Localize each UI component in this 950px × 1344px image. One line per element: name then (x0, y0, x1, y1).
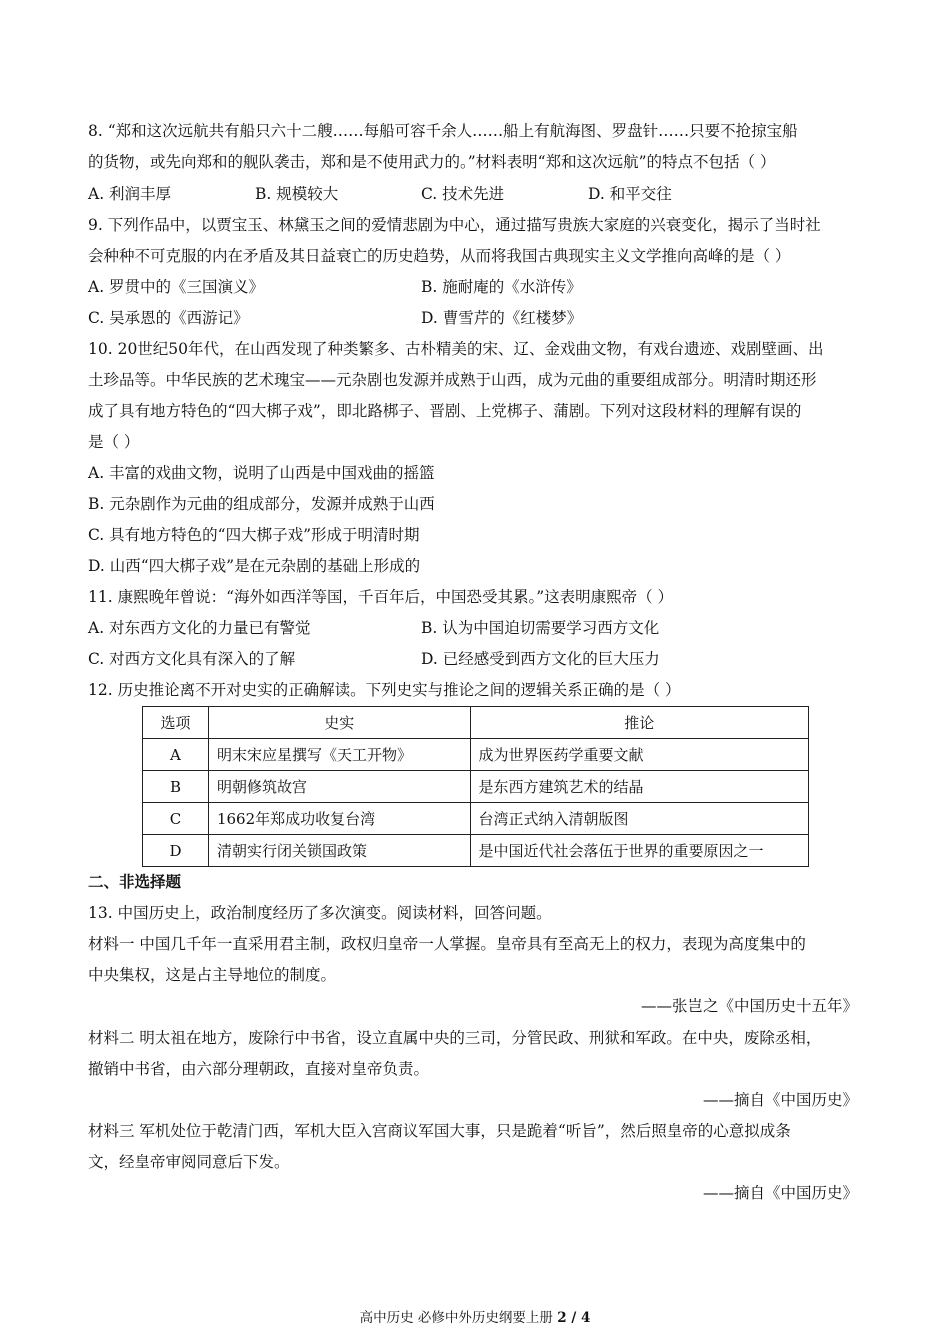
q11-option-c: C. 对西方文化具有深入的了解 (88, 650, 296, 668)
table-cell-inference: 台湾正式纳入清朝版图 (470, 803, 808, 835)
q11-stem: 11. 康熙晚年曾说：“海外如西洋等国，千百年后，中国恐受其累。”这表明康熙帝（ ） (88, 588, 674, 606)
q11-option-d: D. 已经感受到西方文化的巨大压力 (421, 650, 660, 668)
q10-stem-line3: 成了具有地方特色的“四大梆子戏”，即北路梆子、晋剧、上党梆子、蒲剧。下列对这段材料的理解有误的 (88, 402, 802, 420)
table-cell-option: A (143, 739, 209, 771)
table-header-fact: 史实 (208, 707, 470, 739)
q13-material3-line2: 文，经皇帝审阅同意后下发。 (88, 1153, 290, 1171)
q13-material1-source: ——张岂之《中国历史十五年》 (640, 997, 858, 1015)
table-cell-fact: 1662年郑成功收复台湾 (208, 803, 470, 835)
q10-stem-line2: 土珍品等。中华民族的艺术瑰宝——元杂剧也发源并成熟于山西，成为元曲的重要组成部分。明清时期还形 (88, 371, 817, 389)
q13-material2-line2: 撤销中书省，由六部分理朝政，直接对皇帝负责。 (88, 1060, 430, 1078)
table-cell-option: B (143, 771, 209, 803)
q9-option-a: A. 罗贯中的《三国演义》 (88, 278, 265, 296)
footer-text: 高中历史 必修中外历史纲要上册 (359, 1310, 558, 1326)
q11-option-a: A. 对东西方文化的力量已有警觉 (88, 619, 311, 637)
q8-option-c: C. 技术先进 (421, 185, 505, 203)
table-cell-inference: 是东西方建筑艺术的结晶 (470, 771, 808, 803)
section-title: 二、非选择题 (88, 872, 182, 891)
table-cell-option: C (143, 803, 209, 835)
q13-material1-line2: 中央集权，这是占主导地位的制度。 (88, 966, 337, 984)
q10-option-b: B. 元杂剧作为元曲的组成部分，发源并成熟于山西 (88, 495, 435, 513)
table-header-option: 选项 (143, 707, 209, 739)
table-cell-inference: 是中国近代社会落伍于世界的重要原因之一 (470, 835, 808, 867)
q10-option-c: C. 具有地方特色的“四大梆子戏”形成于明清时期 (88, 526, 420, 544)
q13-material2-source: ——摘自《中国历史》 (702, 1091, 858, 1109)
q11-option-b: B. 认为中国迫切需要学习西方文化 (421, 619, 660, 637)
q9-stem-line2: 会种种不可克服的内在矛盾及其日益衰亡的历史趋势，从而将我国古典现实主义文学推向高峰的是（ ） (88, 247, 791, 265)
table-cell-fact: 明朝修筑故宫 (208, 771, 470, 803)
q8-option-d: D. 和平交往 (588, 185, 672, 203)
q9-option-b: B. 施耐庵的《水浒传》 (421, 278, 582, 296)
table-cell-fact: 清朝实行闭关锁国政策 (208, 835, 470, 867)
q10-stem-line4: 是（ ） (88, 433, 140, 451)
page-footer (0, 1306, 950, 1326)
table-cell-option: D (143, 835, 209, 867)
q8-option-b: B. 规模较大 (255, 185, 339, 203)
table-cell-inference: 成为世界医药学重要文献 (470, 739, 808, 771)
q13-material3-source: ——摘自《中国历史》 (702, 1184, 858, 1202)
table-header-inference: 推论 (470, 707, 808, 739)
q10-option-d: D. 山西“四大梆子戏”是在元杂剧的基础上形成的 (88, 557, 421, 575)
q10-option-a: A. 丰富的戏曲文物，说明了山西是中国戏曲的摇篮 (88, 464, 435, 482)
q8-stem-line2: 的货物，或先向郑和的舰队袭击，郑和是不使用武力的。”材料表明“郑和这次远航”的特点不包括（ ） (88, 153, 776, 171)
q8-stem-line1: 8. “郑和这次远航共有船只六十二艘……每船可容千余人……船上有航海图、罗盘针……只要不抢掠宝船 (88, 122, 798, 140)
q13-material3-line1: 材料三 军机处位于乾清门西，军机大臣入宫商议军国大事，只是跪着“听旨”，然后照皇帝的心意拟成条 (88, 1122, 791, 1140)
page-number: 2 / 4 (557, 1310, 591, 1326)
q13-stem: 13. 中国历史上，政治制度经历了多次演变。阅读材料，回答问题。 (88, 904, 552, 922)
q13-material2-line1: 材料二 明太祖在地方，废除行中书省，设立直属中央的三司，分管民政、刑狱和军政。在中央，废除丞相， (88, 1029, 822, 1047)
q8-option-a: A. 利润丰厚 (88, 185, 172, 203)
table-row (143, 739, 809, 771)
q12-stem: 12. 历史推论离不开对史实的正确解读。下列史实与推论之间的逻辑关系正确的是（ ） (88, 681, 681, 699)
q9-option-d: D. 曹雪芹的《红楼梦》 (421, 309, 583, 327)
table-cell-fact: 明末宋应星撰写《天工开物》 (208, 739, 470, 771)
table-row (143, 803, 809, 835)
q12-table (142, 706, 809, 867)
q13-material1-line1: 材料一 中国几千年一直采用君主制，政权归皇帝一人掌握。皇帝具有至高无上的权力，表现为高度集中的 (88, 935, 806, 953)
table-row (143, 835, 809, 867)
q9-option-c: C. 吴承恩的《西游记》 (88, 309, 249, 327)
table-header-row (143, 707, 809, 739)
table-row (143, 771, 809, 803)
q10-stem-line1: 10. 20世纪50年代，在山西发现了种类繁多、古朴精美的宋、辽、金戏曲文物，有戏台遗迹、戏剧壁画、出 (88, 340, 824, 358)
q9-stem-line1: 9. 下列作品中，以贾宝玉、林黛玉之间的爱情悲剧为中心，通过描写贵族大家庭的兴衰变化，揭示了当时社 (88, 216, 821, 234)
